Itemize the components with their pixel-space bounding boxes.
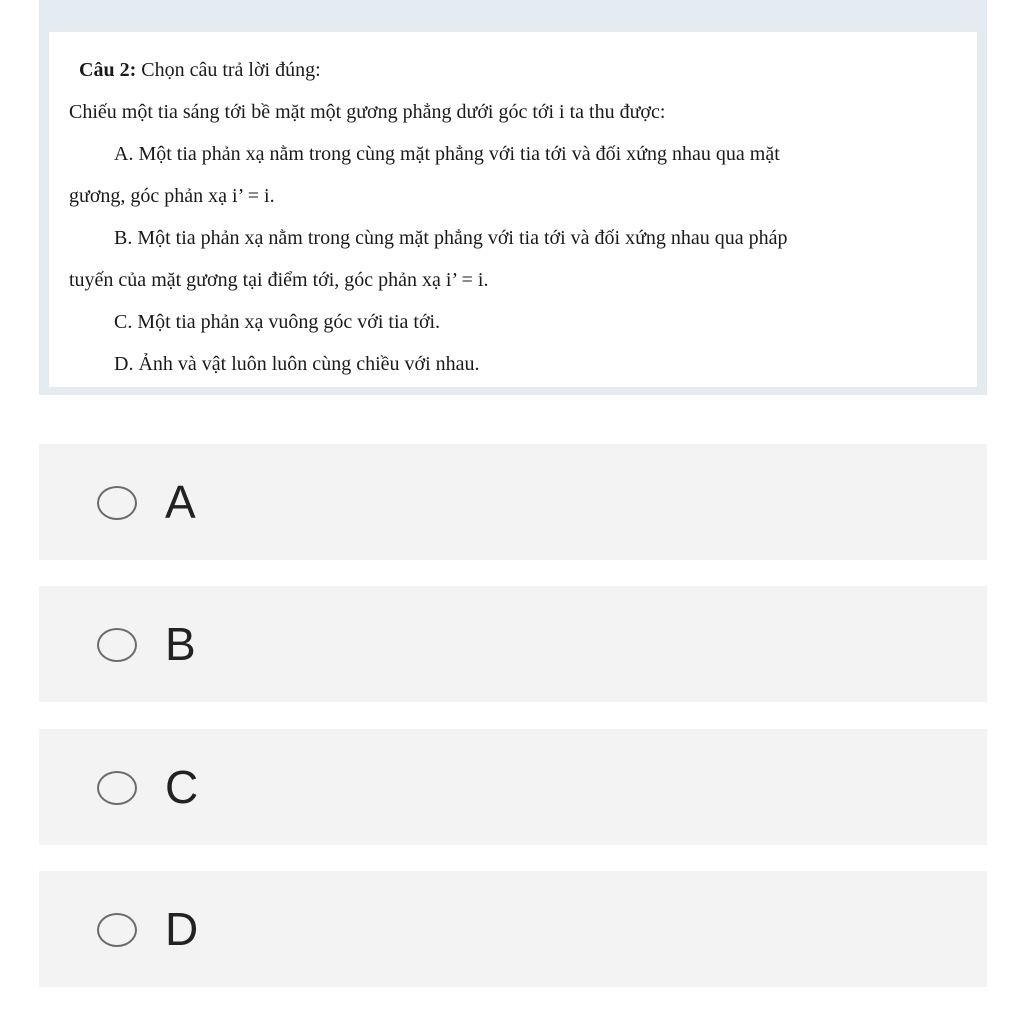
radio-button-a[interactable] <box>97 486 137 520</box>
answer-label-a: A <box>165 476 196 528</box>
answer-label-b: B <box>165 618 196 670</box>
question-instruction: Chọn câu trả lời đúng: <box>136 59 321 81</box>
radio-button-b[interactable] <box>97 628 137 662</box>
answer-label-c: C <box>165 761 199 813</box>
choice-a-line1: A. Một tia phản xạ nằm trong cùng mặt phẳng với tia tới và đối xứng nhau qua mặt <box>114 143 780 165</box>
choice-b-line1: B. Một tia phản xạ nằm trong cùng mặt phẳng với tia tới và đối xứng nhau qua pháp <box>114 227 788 249</box>
answer-option-a[interactable] <box>39 444 987 560</box>
choice-d: D. Ảnh và vật luôn luôn cùng chiều với nhau. <box>114 353 480 375</box>
question-number: Câu 2: <box>79 59 137 81</box>
choice-b-line2: tuyến của mặt gương tại điểm tới, góc phản xạ i’ = i. <box>69 269 489 291</box>
answer-option-d[interactable] <box>39 871 987 987</box>
radio-button-c[interactable] <box>97 771 137 805</box>
question-card <box>39 0 987 395</box>
question-prompt: Chiếu một tia sáng tới bề mặt một gương phẳng dưới góc tới i ta thu được: <box>69 101 666 123</box>
question-title <box>79 58 321 82</box>
choice-a-line2: gương, góc phản xạ i’ = i. <box>69 185 275 207</box>
question-image <box>49 32 977 387</box>
answer-label-d: D <box>165 903 199 955</box>
choice-c: C. Một tia phản xạ vuông góc với tia tới. <box>114 311 441 333</box>
answer-option-c[interactable] <box>39 729 987 845</box>
radio-button-d[interactable] <box>97 913 137 947</box>
answer-option-b[interactable] <box>39 586 987 702</box>
